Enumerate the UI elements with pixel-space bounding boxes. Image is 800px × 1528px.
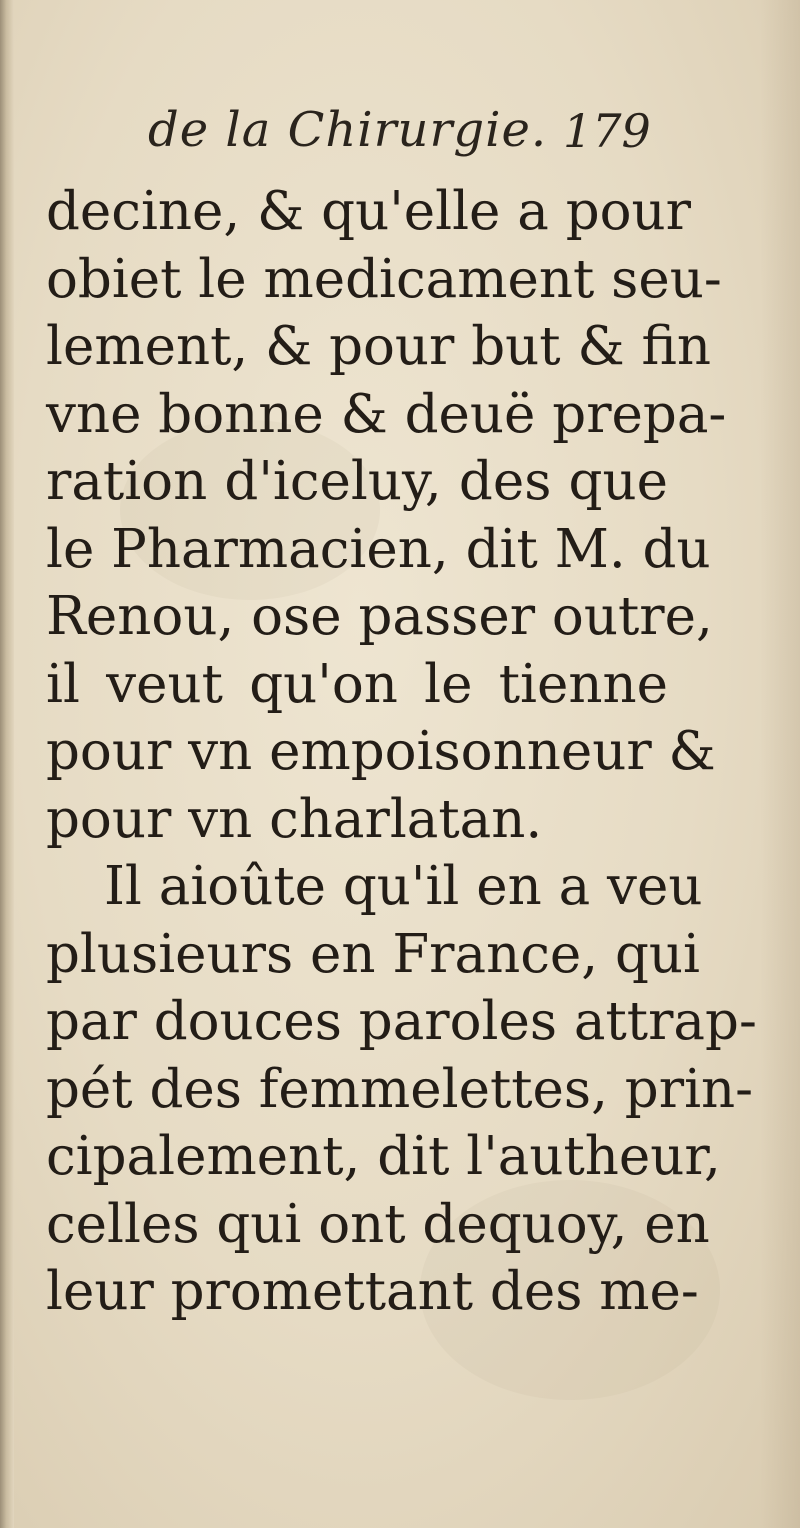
text-line: cipalement, dit l'autheur, [46, 1126, 721, 1187]
text-line: leur promettant des me- [46, 1261, 699, 1322]
text-line: le Pharmacien, dit M. du [46, 518, 711, 580]
text-line: pour vn empoisonneur & [46, 721, 716, 782]
text-line: plusieurs en France, qui [46, 923, 700, 985]
text-line-paragraph-end: pour vn charlatan. [46, 788, 543, 850]
page-number: 179 [563, 104, 651, 158]
running-title: de la Chirurgie. [148, 102, 548, 158]
text-line: obiet le medicament seu- [46, 248, 722, 310]
text-line: ration d'iceluy, des que [46, 451, 668, 512]
text-line: il veut qu'on le tienne [46, 653, 668, 715]
text-line: pét des femmelettes, prin- [46, 1058, 754, 1120]
text-line-paragraph-start: Il aioûte qu'il en a veu [104, 856, 703, 917]
text-line: lement, & pour but & fin [46, 316, 711, 377]
text-line: par douces paroles attrap- [46, 991, 757, 1052]
page-binding-edge [0, 0, 14, 1528]
page-header [148, 96, 668, 176]
body-text [46, 178, 757, 1326]
text-line: vne bonne & deuë prepa- [46, 383, 727, 445]
text-line: decine, & qu'elle a pour [46, 181, 692, 242]
text-line: celles qui ont dequoy, en [46, 1193, 710, 1255]
text-line: Renou, ose passer outre, [46, 586, 713, 647]
page-right-edge-shadow [760, 0, 800, 1528]
